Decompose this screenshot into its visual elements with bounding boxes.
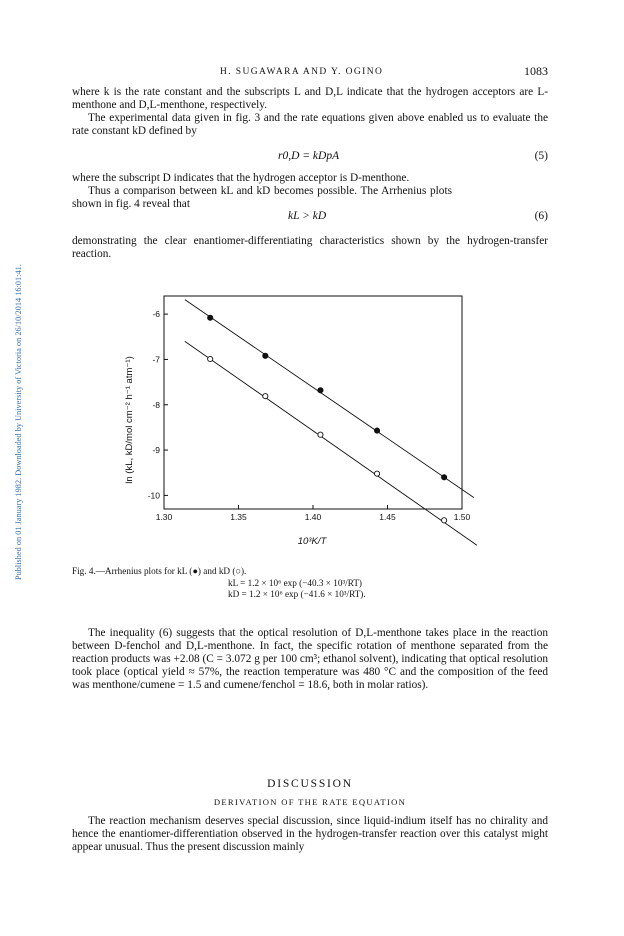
paragraph-demonstrating: demonstrating the clear enantiomer-differentiating characteristics shown by the hydrogen-transfer reaction. [72,235,548,260]
y-tick-label: -9 [152,445,160,456]
data-point-kL [442,475,447,480]
x-tick-label: 1.40 [304,512,322,522]
x-tick-label: 1.50 [453,512,471,522]
equation-6-expression: kL > kD [288,210,327,222]
data-point-kL [208,315,213,320]
data-point-kL [318,388,323,393]
text-block-discussion [72,815,548,854]
data-point-kD [208,356,213,361]
data-point-kD [442,518,447,523]
chart-points [208,315,447,523]
chart-fit-lines [185,300,477,546]
paragraph-comparison: Thus a comparison between kL and kD becomes possible. The Arrhenius plots shown in fig. 4 reveal that [72,185,452,210]
text-block-inequality [72,627,548,692]
data-point-kL [374,428,379,433]
x-tick-label: 1.35 [230,512,247,522]
sidebar-note-text: Published on 01 January 1982. Downloaded by University of Victoria on 26/10/2014 16:01:41. [14,264,23,580]
x-axis-label: 10³K/T [297,536,327,547]
y-tick-label: -6 [152,309,160,320]
fit-line-kL [185,300,474,498]
paragraph-inequality: The inequality (6) suggests that the optical resolution of D,L-menthone takes place in the reaction between D-fenchol and D,L-menthone. In fact, the specific rotation of menthone separated from the reaction products was +2.08 (C = 3.072 g per 100 cm³; ethanol solvent), indicating that optical resolution took place (optical yield ≈ 57%, the reaction temperature was 480 °C and the composition of the feed was menthone/cumene = 1.5 and cumene/fenchol = 18.6, both in molar ratios). [72,627,548,691]
x-tick-label: 1.45 [379,512,396,522]
text-block-top [72,86,548,138]
page-number: 1083 [524,64,548,78]
equation-5-number: (5) [534,150,548,162]
equation-6-number: (6) [534,210,548,222]
header-authors: H. SUGAWARA AND Y. OGINO [220,67,384,77]
data-point-kL [263,353,268,358]
section-heading-discussion: DISCUSSION [267,778,353,790]
plot-frame [164,296,462,509]
data-point-kD [263,394,268,399]
x-tick-label: 1.30 [155,512,173,522]
y-tick-label: -8 [152,399,160,410]
subsection-heading-derivation: DERIVATION OF THE RATE EQUATION [213,797,407,807]
chart-axes [148,296,471,522]
caption-line-2: kL = 1.2 × 10⁶ exp (−40.3 × 10³/RT) [228,577,362,588]
text-block-demonstrating [72,235,548,261]
y-axis-label: ln (kL, kD/mol cm⁻² h⁻¹ atm⁻¹) [124,356,135,484]
paragraph-rate-constant: where k is the rate constant and the subscripts L and D,L indicate that the hydrogen acceptors are L-menthone and D,L-menthone, respectively. [72,86,548,111]
fit-line-kD [185,341,477,545]
y-tick-label: -10 [147,490,160,501]
arrhenius-plot [0,290,624,570]
text-block-comparison [72,172,548,211]
paragraph-experimental-data: The experimental data given in fig. 3 and the rate equations given above enabled us to evaluate the rate constant kD defined by [72,112,548,137]
data-point-kD [318,432,323,437]
figure-caption [72,566,366,599]
caption-line-3: kD = 1.2 × 10⁶ exp (−41.6 × 10³/RT). [228,589,366,599]
y-tick-label: -7 [152,354,160,365]
paragraph-mechanism: The reaction mechanism deserves special discussion, since liquid-indium itself has no chirality and hence the enantiomer-differentiation observed in the hydrogen-transfer reaction over this catalyst might appear unusual. Thus the present discussion mainly [72,815,548,853]
caption-line-1: Fig. 4.—Arrhenius plots for kL (●) and kD (○). [72,566,247,576]
equation-5-expression: r0,D = kDpA [278,150,340,162]
data-point-kD [374,471,379,476]
paragraph-subscript-d: where the subscript D indicates that the hydrogen acceptor is D-menthone. [72,172,410,184]
